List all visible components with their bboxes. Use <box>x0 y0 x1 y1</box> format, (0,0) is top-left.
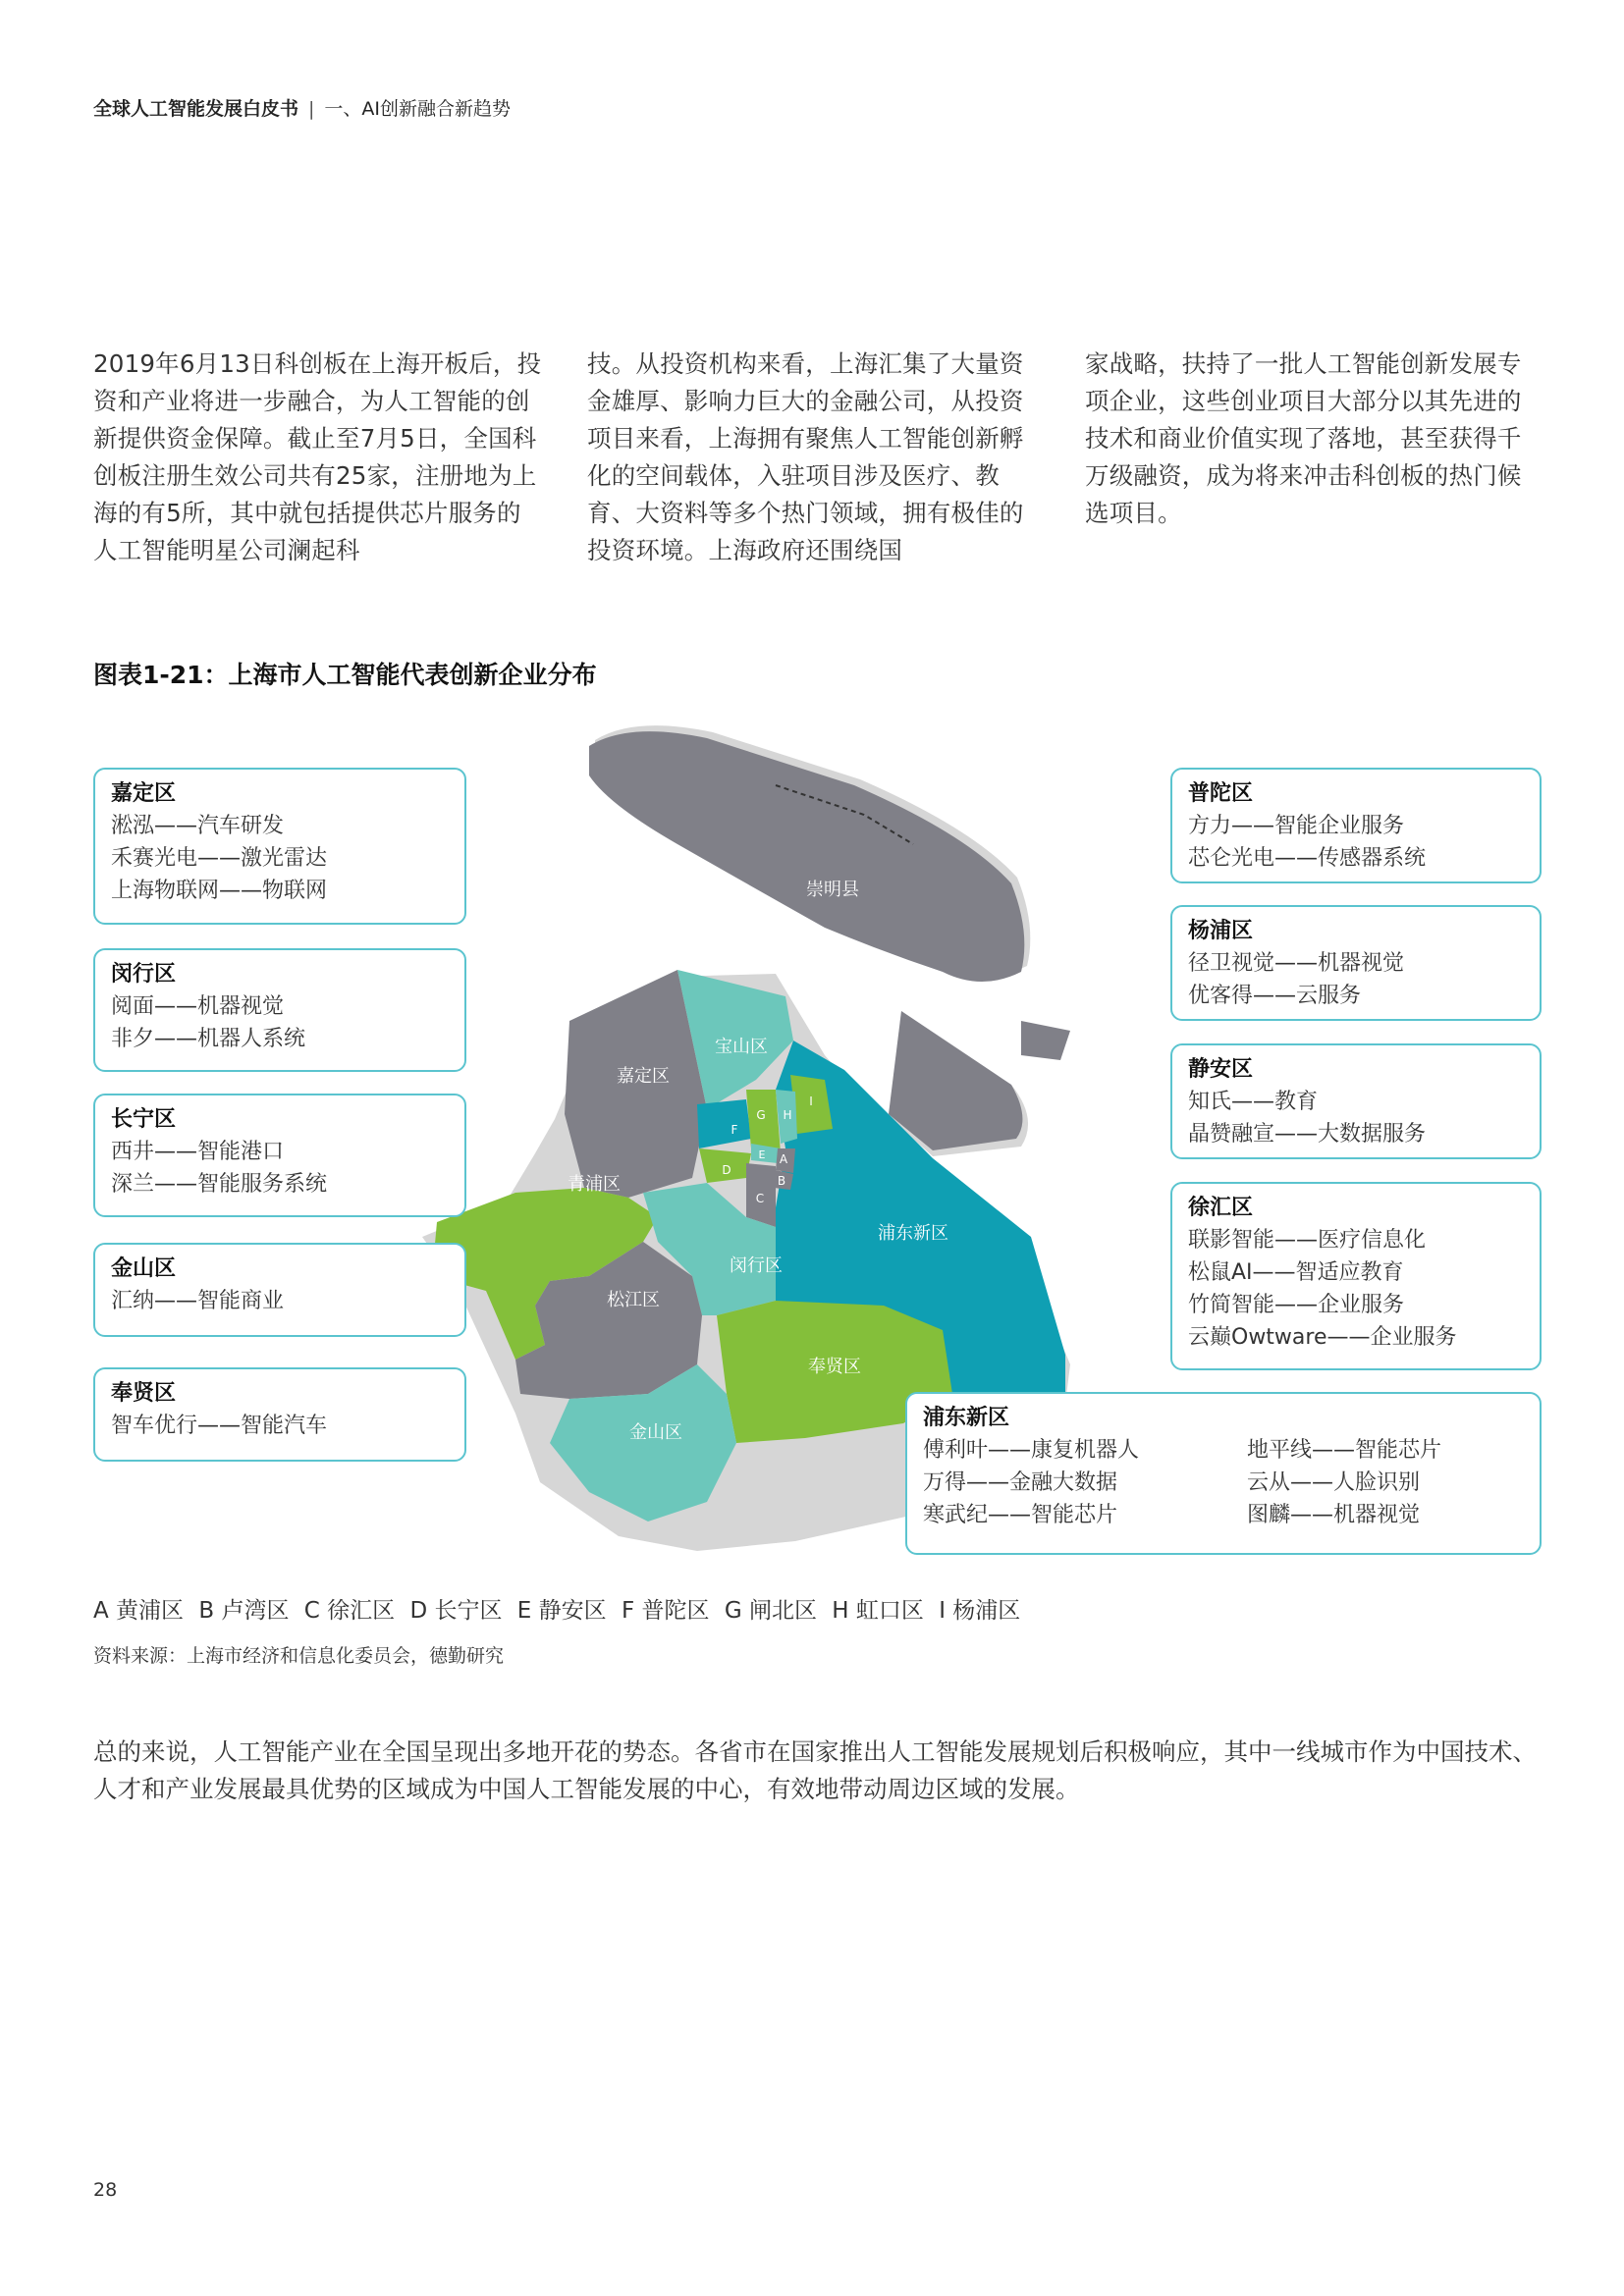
map-label-D: D <box>722 1163 731 1177</box>
company-item: 上海物联网——物联网 <box>111 879 328 903</box>
callout-jinshan <box>93 1243 466 1337</box>
map-region-changxing <box>889 1011 1022 1150</box>
callout-xuhui <box>1170 1182 1542 1370</box>
company-item: 竹简智能——企业服务 <box>1188 1293 1405 1317</box>
summary-paragraph: 总的来说，人工智能产业在全国呈现出多地开花的势态。各省市在国家推出人工智能发展规划后积极响应，其中一线城市作为中国技术、人才和产业发展最具优势的区域成为中国人工智能发展的中心，有效地带动周边区域的发展。 <box>93 1737 1537 1803</box>
map-label-minhang: 闵行区 <box>730 1255 783 1276</box>
page-number: 28 <box>93 2179 118 2201</box>
map-label-E: E <box>758 1148 766 1161</box>
header-separator: | <box>308 98 315 120</box>
map-label-I: I <box>809 1095 813 1108</box>
company-item: 优客得——云服务 <box>1188 984 1362 1008</box>
legend-item: I 杨浦区 <box>939 1598 1021 1624</box>
callout-putuo <box>1170 768 1542 883</box>
company-item: 万得——金融大数据 <box>923 1470 1118 1495</box>
map-label-baoshan: 宝山区 <box>715 1037 768 1057</box>
company-item: 深兰——智能服务系统 <box>111 1172 328 1197</box>
callout-minhang <box>93 948 466 1072</box>
callout-fengxian <box>93 1367 466 1462</box>
company-item: 非夕——机器人系统 <box>111 1027 306 1051</box>
map-label-chongming: 崇明县 <box>806 880 859 900</box>
section-title: 一、AI创新融合新趋势 <box>324 98 512 120</box>
company-item: 方力——智能企业服务 <box>1188 814 1405 838</box>
callout-changning <box>93 1094 466 1217</box>
legend-item: D 长宁区 <box>409 1598 503 1624</box>
callout-yangpu <box>1170 905 1542 1021</box>
callout-district-name: 闵行区 <box>111 962 177 987</box>
company-item: 松鼠AI——智适应教育 <box>1188 1260 1404 1285</box>
map-label-jiading: 嘉定区 <box>617 1066 670 1087</box>
callout-pudong <box>905 1392 1542 1555</box>
map-label-fengxian: 奉贤区 <box>808 1357 861 1377</box>
legend-item: C 徐汇区 <box>303 1598 396 1624</box>
district-letter-legend <box>93 1592 1028 1625</box>
body-column-3: 家战略，扶持了一批人工智能创新发展专项企业，这些创业项目大部分以其先进的技术和商业价值实现了落地，甚至获得千万级融资，成为将来冲击科创板的热门候选项目。 <box>1085 349 1522 527</box>
map-label-jinshan: 金山区 <box>629 1422 682 1443</box>
callout-district-name: 奉贤区 <box>111 1381 177 1406</box>
legend-item: H 虹口区 <box>832 1598 924 1624</box>
company-item: 阅面——机器视觉 <box>111 994 285 1019</box>
figure-title: 图表1-21：上海市人工智能代表创新企业分布 <box>93 661 597 689</box>
map-label-qingpu: 青浦区 <box>568 1174 621 1195</box>
callout-district-name: 普陀区 <box>1188 781 1254 806</box>
company-grid <box>923 1434 1524 1531</box>
company-item: 西井——智能港口 <box>111 1140 285 1164</box>
legend-item: A 黄浦区 <box>93 1598 185 1624</box>
callout-jiading <box>93 768 466 925</box>
company-item: 汇纳——智能商业 <box>111 1289 285 1313</box>
map-label-H: H <box>783 1108 792 1122</box>
map-label-A: A <box>779 1152 788 1166</box>
company-item: 图麟——机器视觉 <box>1247 1503 1421 1527</box>
map-label-B: B <box>777 1174 786 1188</box>
callout-district-name: 杨浦区 <box>1188 919 1254 943</box>
company-item: 淞泓——汽车研发 <box>111 814 285 838</box>
callout-district-name: 徐汇区 <box>1188 1196 1254 1220</box>
map-label-songjiang: 松江区 <box>607 1290 660 1310</box>
company-item: 傅利叶——康复机器人 <box>923 1438 1140 1463</box>
figure-source: 资料来源：上海市经济和信息化委员会，德勤研究 <box>93 1645 505 1667</box>
company-item: 联影智能——医疗信息化 <box>1188 1228 1427 1253</box>
map-region-hengsha <box>1021 1021 1070 1060</box>
legend-item: B 卢湾区 <box>198 1598 290 1624</box>
company-item: 晶赞融宣——大数据服务 <box>1188 1122 1427 1147</box>
callout-district-name: 金山区 <box>111 1256 177 1281</box>
company-item: 寒武纪——智能芯片 <box>923 1503 1118 1527</box>
company-item: 知氏——教育 <box>1188 1090 1319 1114</box>
legend-item: G 闸北区 <box>724 1598 817 1624</box>
company-item: 地平线——智能芯片 <box>1247 1438 1442 1463</box>
company-item: 芯仑光电——传感器系统 <box>1188 846 1427 871</box>
company-item: 云巅Owtware——企业服务 <box>1188 1325 1457 1350</box>
map-label-F: F <box>731 1123 738 1137</box>
legend-item: E 静安区 <box>516 1598 607 1624</box>
report-title: 全球人工智能发展白皮书 <box>93 98 299 120</box>
map-label-C: C <box>755 1192 765 1205</box>
company-item: 径卫视觉——机器视觉 <box>1188 951 1405 976</box>
map-label-G: G <box>756 1108 766 1122</box>
company-item: 云从——人脸识别 <box>1247 1470 1421 1495</box>
callout-district-name: 长宁区 <box>111 1107 177 1132</box>
callout-district-name: 嘉定区 <box>111 781 177 806</box>
callout-jingan <box>1170 1043 1542 1159</box>
callout-district-name: 静安区 <box>1188 1057 1254 1082</box>
legend-item: F 普陀区 <box>621 1598 710 1624</box>
company-item: 禾赛光电——激光雷达 <box>111 846 328 871</box>
body-column-2: 技。从投资机构来看，上海汇集了大量资金雄厚、影响力巨大的金融公司，从投资项目来看，上海拥有聚焦人工智能创新孵化的空间载体，入驻项目涉及医疗、教育、大资料等多个热门领域，拥有极佳的投资环境。上海政府还围绕国 <box>587 349 1024 564</box>
company-item: 智车优行——智能汽车 <box>111 1414 328 1438</box>
map-label-pudong: 浦东新区 <box>878 1223 948 1244</box>
body-column-1: 2019年6月13日科创板在上海开板后，投资和产业将进一步融合，为人工智能的创新提供资金保障。截止至7月5日，全国科创板注册生效公司共有25家，注册地为上海的有5所，其中就包括提供芯片服务的人工智能明星公司澜起科 <box>93 349 542 564</box>
callout-district-name: 浦东新区 <box>923 1406 1010 1430</box>
